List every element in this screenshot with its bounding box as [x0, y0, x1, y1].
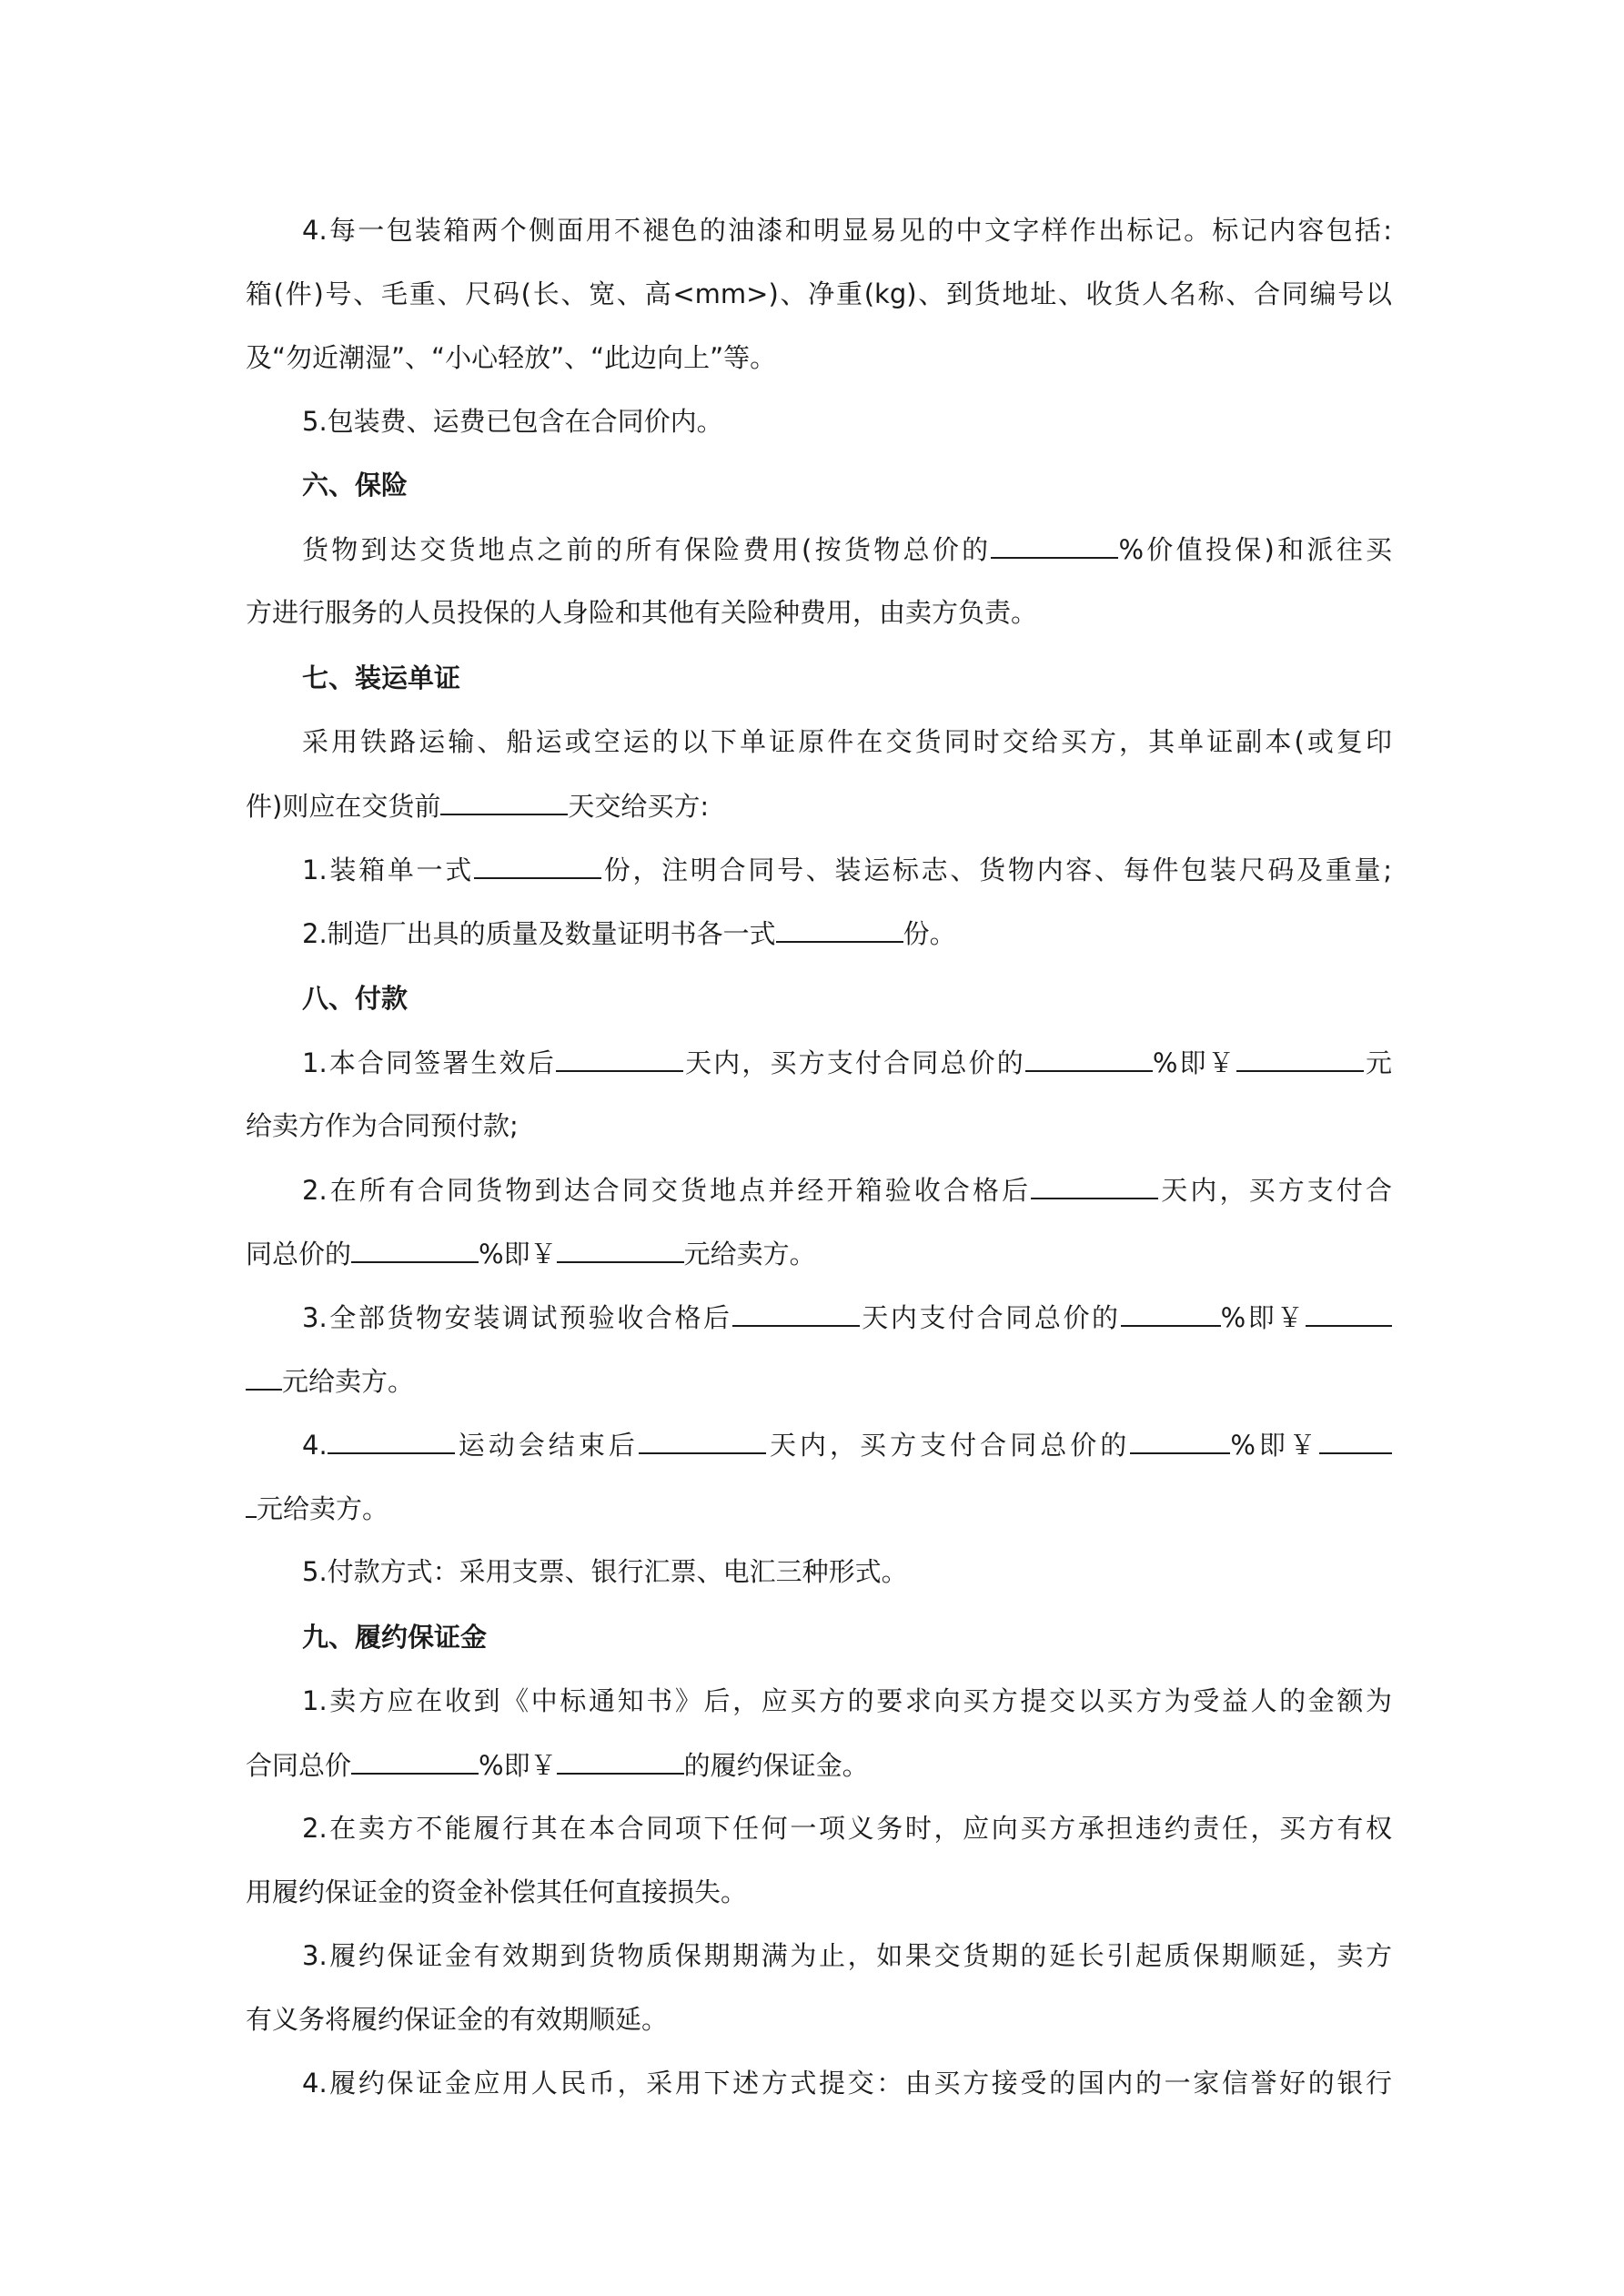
paragraph-line: 1.本合同签署生效后 天内，买方支付合同总价的 %即￥ 元 — [302, 1043, 1392, 1081]
paragraph-line: 4. 运动会结束后 天内，买方支付合同总价的 %即￥ — [302, 1425, 1392, 1463]
paragraph-line: 5.包装费、运费已包含在合同价内。 — [302, 406, 723, 437]
fill-in-blank — [1319, 1425, 1392, 1454]
paragraph-line: 3.全部货物安装调试预验收合格后 天内支付合同总价的 %即￥ — [302, 1298, 1392, 1336]
paragraph-line: 用履约保证金的资金补偿其任何直接损失。 — [246, 1876, 748, 1907]
paragraph-line: 2.制造厂出具的质量及数量证明书各一式 份。 — [302, 914, 1392, 952]
fill-in-blank — [557, 1745, 684, 1775]
section-heading: 九、履约保证金 — [302, 1622, 488, 1653]
fill-in-blank — [440, 786, 568, 815]
paragraph-line: 1.卖方应在收到《中标通知书》后，应买方的要求向买方提交以买方为受益人的金额为 — [302, 1685, 1392, 1716]
paragraph-line: 件)则应在交货前 天交给买方: — [246, 786, 1392, 824]
paragraph-line: 给卖方作为合同预付款; — [246, 1110, 519, 1141]
fill-in-blank — [557, 1234, 684, 1263]
fill-in-blank — [991, 530, 1118, 559]
fill-in-blank — [246, 1361, 282, 1391]
section-heading: 八、付款 — [302, 983, 409, 1014]
paragraph-line: 3.履约保证金有效期到货物质保期期满为止，如果交货期的延长引起质保期顺延，卖方 — [302, 1940, 1392, 1971]
paragraph-line: 及“勿近潮湿”、“小心轻放”、“此边向上”等。 — [246, 342, 777, 373]
paragraph-line: 箱(件)号、毛重、尺码(长、宽、高<mm>)、净重(kg)、到货地址、收货人名称、合同编号以 — [246, 278, 1392, 309]
fill-in-blank — [1236, 1043, 1364, 1072]
paragraph-line: 采用铁路运输、船运或空运的以下单证原件在交货同时交给买方，其单证副本(或复印 — [302, 726, 1392, 757]
fill-in-blank — [732, 1298, 860, 1327]
section-heading: 六、保险 — [302, 470, 409, 501]
paragraph-line: 同总价的 %即￥ 元给卖方。 — [246, 1234, 1392, 1272]
fill-in-blank — [1031, 1170, 1158, 1199]
fill-in-blank — [328, 1425, 455, 1454]
paragraph-line: 4.履约保证金应用人民币，采用下述方式提交：由买方接受的国内的一家信誉好的银行 — [302, 2068, 1392, 2099]
fill-in-blank — [1025, 1043, 1153, 1072]
paragraph-line: 4.每一包装箱两个侧面用不褪色的油漆和明显易见的中文字样作出标记。标记内容包括: — [302, 215, 1392, 246]
paragraph-line: 1.装箱单一式 份，注明合同号、装运标志、货物内容、每件包装尺码及重量; — [302, 850, 1392, 888]
paragraph-line: 方进行服务的人员投保的人身险和其他有关险种费用，由卖方负责。 — [246, 597, 1038, 628]
paragraph-line: 2.在卖方不能履行其在本合同项下任何一项义务时，应向买方承担违约责任，买方有权 — [302, 1813, 1392, 1844]
paragraph-line: 货物到达交货地点之前的所有保险费用(按货物总价的 %价值投保)和派往买 — [302, 530, 1392, 568]
fill-in-blank — [1121, 1298, 1221, 1327]
fill-in-blank — [776, 914, 903, 943]
paragraph-line: 元给卖方。 — [246, 1489, 1392, 1527]
section-heading: 七、装运单证 — [302, 663, 461, 693]
fill-in-blank — [639, 1425, 766, 1454]
paragraph-line: 合同总价 %即￥ 的履约保证金。 — [246, 1745, 1392, 1784]
fill-in-blank — [474, 850, 601, 879]
paragraph-line: 2.在所有合同货物到达合同交货地点并经开箱验收合格后 天内，买方支付合 — [302, 1170, 1392, 1209]
fill-in-blank — [351, 1234, 479, 1263]
fill-in-blank — [351, 1745, 479, 1775]
fill-in-blank — [1306, 1298, 1392, 1327]
fill-in-blank — [556, 1043, 683, 1072]
fill-in-blank — [1130, 1425, 1230, 1454]
paragraph-line: 有义务将履约保证金的有效期顺延。 — [246, 2004, 669, 2035]
paragraph-line: 元给卖方。 — [246, 1361, 1392, 1400]
paragraph-line: 5.付款方式：采用支票、银行汇票、电汇三种形式。 — [302, 1556, 908, 1587]
fill-in-blank — [246, 1489, 257, 1518]
